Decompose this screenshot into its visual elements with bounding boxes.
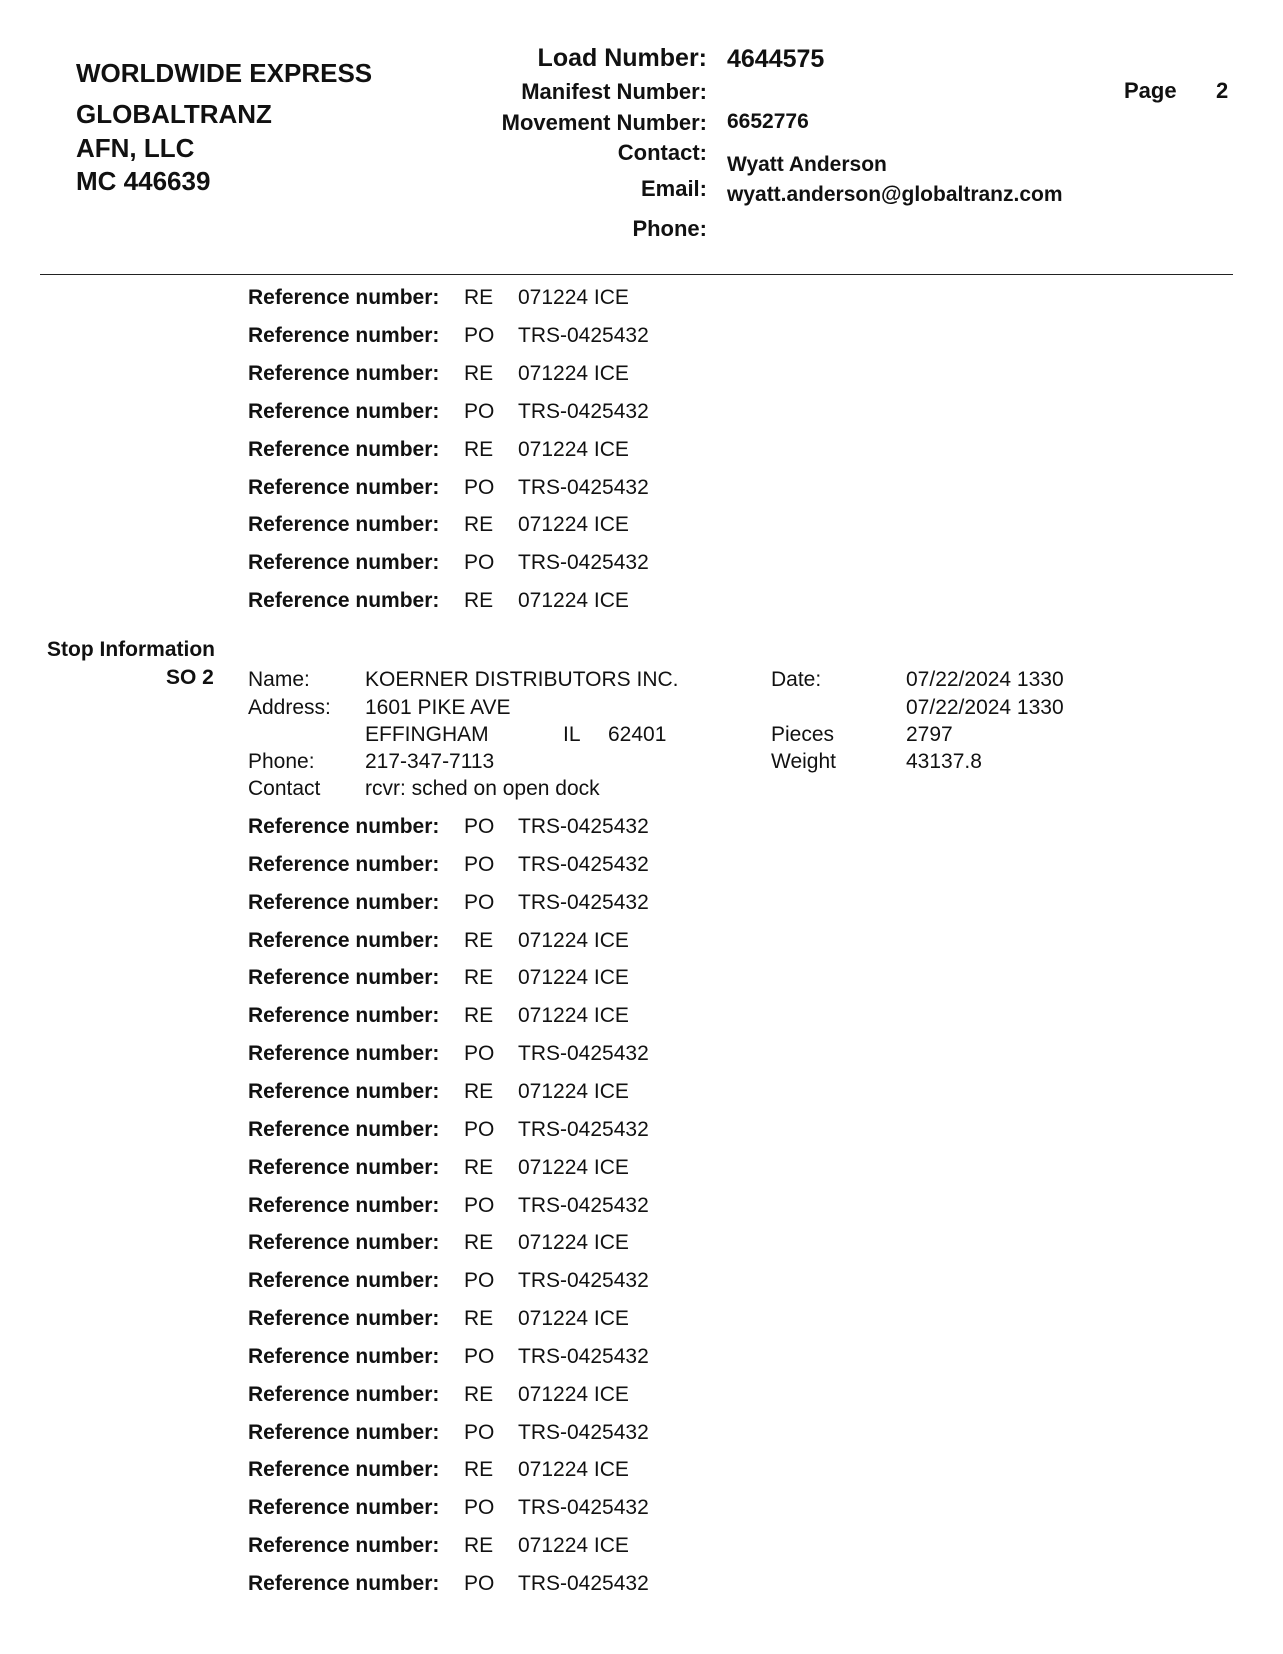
reference-value: TRS-0425432 xyxy=(518,1572,649,1595)
reference-label: Reference number: xyxy=(248,551,440,575)
reference-value: 071224 ICE xyxy=(518,1534,629,1558)
stop-city: EFFINGHAM xyxy=(365,723,489,746)
reference-label: Reference number: xyxy=(248,890,440,914)
contact-name-value: Wyatt Anderson xyxy=(727,153,887,176)
reference-label: Reference number: xyxy=(248,966,440,990)
stop-id: SO 2 xyxy=(166,666,214,689)
reference-label: Reference number: xyxy=(248,1344,440,1368)
company-mc-number: MC 446639 xyxy=(76,166,211,196)
reference-label: Reference number: xyxy=(248,1382,440,1406)
reference-code: RE xyxy=(464,437,494,461)
movement-number-value: 6652776 xyxy=(727,110,809,133)
stop-pieces-value: 2797 xyxy=(906,723,953,746)
reference-value: 071224 ICE xyxy=(518,928,629,952)
reference-code: RE xyxy=(464,1382,494,1406)
reference-label: Reference number: xyxy=(248,1231,440,1255)
reference-code: RE xyxy=(464,1004,494,1028)
contact-label: Contact: xyxy=(617,140,707,165)
stop-name-value: KOERNER DISTRIBUTORS INC. xyxy=(365,668,679,691)
email-label: Email: xyxy=(640,176,707,201)
stop-date-2: 07/22/2024 1330 xyxy=(906,696,1064,719)
reference-label: Reference number: xyxy=(248,1534,440,1558)
reference-value: 071224 ICE xyxy=(518,1155,629,1179)
page-number: 2 xyxy=(1216,78,1229,103)
reference-label: Reference number: xyxy=(248,1458,440,1482)
reference-value: 071224 ICE xyxy=(518,966,629,990)
stop-contact-label: Contact xyxy=(248,777,321,800)
reference-label: Reference number: xyxy=(248,852,440,876)
reference-code: PO xyxy=(464,890,495,914)
reference-value: 071224 ICE xyxy=(518,437,629,461)
reference-code: RE xyxy=(464,361,494,385)
reference-code: PO xyxy=(464,475,495,499)
reference-code: PO xyxy=(464,1344,495,1368)
stop-address-label: Address: xyxy=(248,696,331,719)
reference-value: TRS-0425432 xyxy=(518,890,649,914)
reference-label: Reference number: xyxy=(248,361,440,385)
reference-value: TRS-0425432 xyxy=(518,1420,649,1444)
movement-number-label: Movement Number: xyxy=(501,110,707,135)
reference-value: 071224 ICE xyxy=(518,1382,629,1406)
reference-label: Reference number: xyxy=(248,513,440,537)
reference-value: 071224 ICE xyxy=(518,1458,629,1482)
reference-code: RE xyxy=(464,1155,494,1179)
reference-code: RE xyxy=(464,966,494,990)
reference-value: TRS-0425432 xyxy=(518,852,649,876)
stop-pieces-label: Pieces xyxy=(771,723,835,746)
reference-code: RE xyxy=(464,928,494,952)
reference-label: Reference number: xyxy=(248,1420,440,1444)
reference-code: RE xyxy=(464,1534,494,1558)
reference-value: 071224 ICE xyxy=(518,286,629,309)
reference-label: Reference number: xyxy=(248,286,440,309)
reference-code: PO xyxy=(464,1496,495,1520)
reference-code: PO xyxy=(464,815,495,838)
header-divider xyxy=(40,274,1233,275)
stop-zip: 62401 xyxy=(608,723,667,746)
reference-label: Reference number: xyxy=(248,1004,440,1028)
stop-weight-value: 43137.8 xyxy=(906,750,982,773)
reference-value: TRS-0425432 xyxy=(518,1269,649,1293)
stop-phone-label: Phone: xyxy=(248,750,315,773)
reference-value: TRS-0425432 xyxy=(518,815,649,838)
reference-label: Reference number: xyxy=(248,928,440,952)
reference-code: PO xyxy=(464,1042,495,1066)
reference-label: Reference number: xyxy=(248,589,440,613)
reference-value: TRS-0425432 xyxy=(518,399,649,423)
reference-value: TRS-0425432 xyxy=(518,1117,649,1141)
reference-code: PO xyxy=(464,1193,495,1217)
reference-code: PO xyxy=(464,852,495,876)
stop-phone-value: 217-347-7113 xyxy=(365,750,495,773)
company-name-line-1: WORLDWIDE EXPRESS xyxy=(76,58,373,88)
reference-code: RE xyxy=(464,513,494,537)
reference-value: 071224 ICE xyxy=(518,1079,629,1103)
reference-code: PO xyxy=(464,399,495,423)
reference-label: Reference number: xyxy=(248,323,440,347)
reference-code: RE xyxy=(464,1231,494,1255)
load-number-value: 4644575 xyxy=(727,45,825,73)
reference-code: RE xyxy=(464,286,494,309)
reference-value: 071224 ICE xyxy=(518,1004,629,1028)
reference-value: 071224 ICE xyxy=(518,1231,629,1255)
stop-name-label: Name: xyxy=(248,668,310,691)
reference-label: Reference number: xyxy=(248,1155,440,1179)
reference-value: TRS-0425432 xyxy=(518,1344,649,1368)
reference-value: TRS-0425432 xyxy=(518,1042,649,1066)
page-label: Page xyxy=(1124,78,1177,103)
reference-label: Reference number: xyxy=(248,1269,440,1293)
reference-code: PO xyxy=(464,1572,495,1595)
phone-label: Phone: xyxy=(632,216,707,241)
load-number-label: Load Number: xyxy=(537,44,707,72)
reference-code: PO xyxy=(464,1117,495,1141)
stop-date-label: Date: xyxy=(771,668,822,691)
reference-code: PO xyxy=(464,551,495,575)
reference-label: Reference number: xyxy=(248,1572,440,1595)
reference-code: RE xyxy=(464,1458,494,1482)
reference-value: TRS-0425432 xyxy=(518,551,649,575)
manifest-number-label: Manifest Number: xyxy=(521,79,707,104)
reference-code: PO xyxy=(464,1420,495,1444)
reference-label: Reference number: xyxy=(248,1079,440,1103)
reference-value: 071224 ICE xyxy=(518,1307,629,1331)
reference-value: 071224 ICE xyxy=(518,361,629,385)
reference-value: TRS-0425432 xyxy=(518,475,649,499)
reference-value: TRS-0425432 xyxy=(518,1496,649,1520)
stop-information-title: Stop Information xyxy=(47,638,215,661)
stop-state: IL xyxy=(563,723,581,746)
stop-weight-label: Weight xyxy=(771,750,836,773)
reference-value: TRS-0425432 xyxy=(518,323,649,347)
reference-value: 071224 ICE xyxy=(518,589,629,613)
reference-label: Reference number: xyxy=(248,1496,440,1520)
reference-label: Reference number: xyxy=(248,1117,440,1141)
reference-code: RE xyxy=(464,1307,494,1331)
reference-label: Reference number: xyxy=(248,1042,440,1066)
reference-code: PO xyxy=(464,1269,495,1293)
reference-code: RE xyxy=(464,589,494,613)
reference-value: 071224 ICE xyxy=(518,513,629,537)
reference-label: Reference number: xyxy=(248,475,440,499)
email-value: wyatt.anderson@globaltranz.com xyxy=(727,183,1063,206)
stop-date-1: 07/22/2024 1330 xyxy=(906,668,1064,691)
reference-code: RE xyxy=(464,1079,494,1103)
reference-label: Reference number: xyxy=(248,1193,440,1217)
reference-label: Reference number: xyxy=(248,1307,440,1331)
company-name-line-2: GLOBALTRANZ xyxy=(76,99,272,129)
reference-code: PO xyxy=(464,323,495,347)
company-name-line-3: AFN, LLC xyxy=(76,133,195,163)
reference-label: Reference number: xyxy=(248,815,440,838)
reference-label: Reference number: xyxy=(248,437,440,461)
reference-value: TRS-0425432 xyxy=(518,1193,649,1217)
stop-address-value: 1601 PIKE AVE xyxy=(365,696,511,719)
reference-label: Reference number: xyxy=(248,399,440,423)
stop-contact-value: rcvr: sched on open dock xyxy=(365,777,600,800)
